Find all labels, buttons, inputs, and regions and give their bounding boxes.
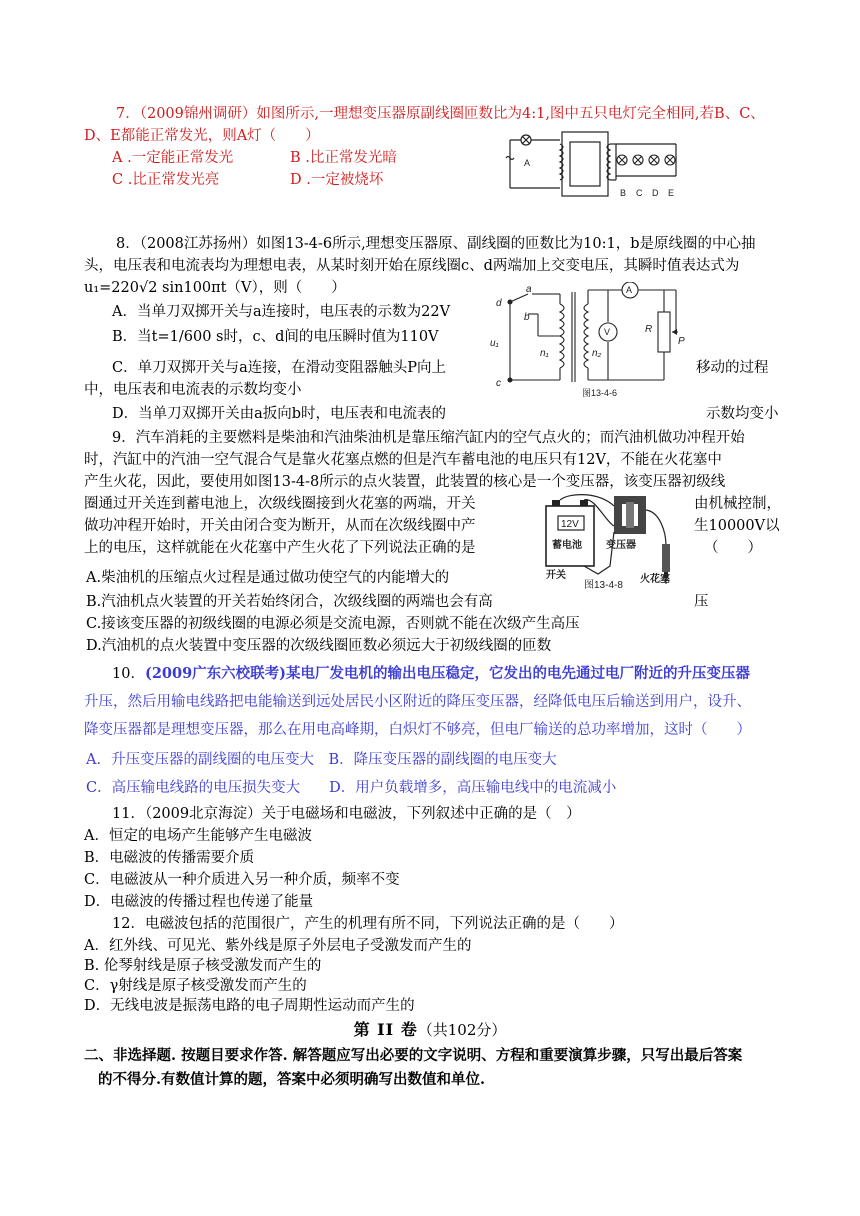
- q9-battery-label: 蓄电池: [552, 540, 582, 551]
- q7-line1: 7．（2009锦州调研）如图所示,一理想变压器原副线圈匝数比为4:1,图中五只电灯完全相同,若B、C、: [116, 106, 765, 122]
- q9-line6-right: （ ）: [704, 540, 762, 556]
- q12-option-b: B. 伦琴射线是原子核受激发而产生的: [84, 958, 322, 974]
- q10-line2: 升压，然后用输电线路把电能输送到远处居民小区附近的降压变压器，经降低电压后输送到用户，设升、: [84, 694, 751, 710]
- q10-line3: 降变压器都是理想变压器，那么在用电高峰期，白炽灯不够亮，但电厂输送的总功率增加，这时（ ）: [84, 722, 751, 738]
- q9-option-d: D.汽油机的点火装置中变压器的次级线圈匝数必须远大于初级线圈的匝数: [86, 638, 552, 654]
- q9-line3: 产生火花，因此，要使用如图13-4-8所示的点火装置，此装置的核心是一个变压器，该变压器初级线: [84, 474, 726, 490]
- q8-line2: 头，电压表和电流表均为理想电表，从某时刻开始在原线圈c、d两端加上交变电压，其瞬时值表达式为: [84, 258, 740, 274]
- q9-line5-right: 生10000V以: [694, 518, 780, 534]
- q8-option-c-part3: 中，电压表和电流表的示数均变小: [84, 382, 302, 398]
- q8-option-c-part2: 移动的过程: [696, 360, 769, 376]
- q9-line5-left: 做功冲程开始时，开关由闭合变为断开，从而在次级线圈中产: [84, 518, 476, 534]
- q9-battery-voltage: 12V: [561, 519, 579, 530]
- section-2-score: （共102分）: [417, 1021, 507, 1039]
- q10-number: 10．: [112, 666, 145, 682]
- q8-terminal-c: c: [496, 378, 501, 389]
- section-2-heading: [0, 1017, 860, 1040]
- q10-line1-text: (2009广东六校联考)某电厂发电机的输出电压稳定，它发出的电先通过电厂附近的升压变压器: [144, 665, 751, 682]
- q9-line4-right: 由机械控制，: [694, 496, 781, 512]
- q12-line1: 12．电磁波包括的范围很广，产生的机理有所不同，下列说法正确的是（ ）: [112, 916, 624, 932]
- q7-option-c: C .比正常发光亮: [112, 172, 220, 188]
- q8-voltmeter-label: V: [604, 327, 611, 337]
- q9-line1: 9．汽车消耗的主要燃料是柴油和汽油柴油机是靠压缩汽缸内的空气点火的；而汽油机做功冲程开始: [112, 430, 745, 446]
- q7-option-b: B .比正常发光暗: [290, 150, 397, 166]
- q7-lamp-d-label: D: [652, 188, 659, 198]
- q7-lamp-e-label: E: [668, 188, 675, 198]
- q12-option-a: A．红外线、可见光、紫外线是原子外层电子受激发而产生的: [84, 938, 472, 954]
- section-2-instructions-line2: 的不得分.有数值计算的题，答案中必须明确写出数值和单位.: [98, 1071, 486, 1088]
- q12-option-c: C．γ射线是原子核受激发而产生的: [84, 978, 307, 994]
- q11-option-d: D．电磁波的传播过程也传递了能量: [84, 894, 314, 910]
- q7-lamp-b-label: B: [620, 188, 627, 198]
- q12-option-d: D．无线电波是振荡电路的电子周期性运动而产生的: [84, 998, 415, 1014]
- q11-option-a: A．恒定的电场产生能够产生电磁波: [84, 828, 312, 844]
- q9-option-a: A.柴油机的压缩点火过程是通过做功使空气的内能增大的: [86, 570, 450, 586]
- q9-line4-left: 圈通过开关连到蓄电池上，次级线圈接到火花塞的两端，开关: [84, 496, 476, 512]
- q9-ignition-device-figure: [540, 492, 690, 592]
- q11-line1: 11．（2009北京海淀）关于电磁场和电磁波，下列叙述中正确的是（ ）: [112, 806, 581, 822]
- q10-options-cd: C．高压输电线路的电压损失变大 D．用户负载增多，高压输电线中的电流减小: [86, 780, 617, 796]
- q8-option-a: A．当单刀双掷开关与a连接时，电压表的示数为22V: [112, 304, 451, 320]
- q8-n2-label: n₂: [592, 348, 602, 359]
- section-2-instructions-line1: 二、非选择题. 按题目要求作答. 解答题应写出必要的文字说明、方程和重要演算步骤，只写出最后答案: [84, 1047, 743, 1064]
- q7-transformer-lamp-circuit: [500, 128, 690, 206]
- q7-lamp-c-label: C: [636, 188, 643, 198]
- q7-option-d: D .一定被烧坏: [290, 172, 384, 188]
- q8-terminal-d: d: [496, 298, 502, 309]
- q8-terminal-a: a: [526, 284, 532, 295]
- q11-option-c: C．电磁波从一种介质进入另一种介质，频率不变: [84, 872, 400, 888]
- q8-transformer-circuit-figure: [488, 282, 688, 400]
- q10-options-ab: A．升压变压器的副线圈的电压变大 B．降压变压器的副线圈的电压变大: [86, 752, 557, 768]
- q8-u1-label: u₁: [490, 338, 499, 349]
- q9-line6-left: 上的电压，这样就能在火花塞中产生火花了下列说法正确的是: [84, 540, 476, 556]
- q9-option-b-part2: 压: [694, 594, 709, 610]
- q7-line2: D、E都能正常发光，则A灯（ ）: [84, 128, 320, 144]
- q8-option-d-part1: D．当单刀双掷开关由a扳向b时，电压表和电流表的: [112, 406, 447, 422]
- q8-line1: 8．（2008江苏扬州）如图13-4-6所示,理想变压器原、副线圈的匝数比为10:1，b是原线圈的中心抽: [116, 236, 756, 252]
- q9-spark-plug-label: 火花塞: [640, 574, 670, 585]
- section-2-title: 第 II 卷: [353, 1020, 418, 1039]
- q9-option-c: C.接该变压器的初级线圈的电源必须是交流电源，否则就不能在次级产生高压: [86, 616, 580, 632]
- q9-option-b-part1: B.汽油机点火装置的开关若始终闭合，次级线圈的两端也会有高: [86, 594, 493, 610]
- q9-switch-label: 开关: [546, 570, 566, 581]
- q9-transformer-label: 变压器: [606, 540, 636, 551]
- q11-option-b: B．电磁波的传播需要介质: [84, 850, 255, 866]
- q9-figure-caption: 图13-4-8: [584, 580, 623, 591]
- q8-resistor-label: R: [645, 324, 653, 335]
- q8-slider-label: P: [678, 336, 685, 347]
- q8-ammeter-label: A: [626, 285, 633, 295]
- q8-figure-caption: 图13-4-6: [582, 388, 618, 398]
- q10-line1: [112, 664, 750, 684]
- q8-option-c-part1: C．单刀双掷开关与a连接，在滑动变阻器触头P向上: [112, 360, 446, 376]
- q8-line3: u₁=220√2 sin100πt（V），则（ ）: [84, 280, 346, 296]
- q7-option-a: A .一定能正常发光: [112, 150, 234, 166]
- q8-n1-label: n₁: [540, 348, 549, 359]
- q9-line2: 时，汽缸中的汽油一空气混合气是靠火花塞点燃的但是汽车蓄电池的电压只有12V，不能在火花塞中: [84, 452, 722, 468]
- q8-terminal-b: b: [524, 312, 530, 323]
- q8-option-b: B．当t=1/600 s时，c、d间的电压瞬时值为110V: [112, 329, 439, 345]
- q8-option-d-part2: 示数均变小: [706, 406, 779, 422]
- q7-lamp-a-label: A: [524, 158, 531, 168]
